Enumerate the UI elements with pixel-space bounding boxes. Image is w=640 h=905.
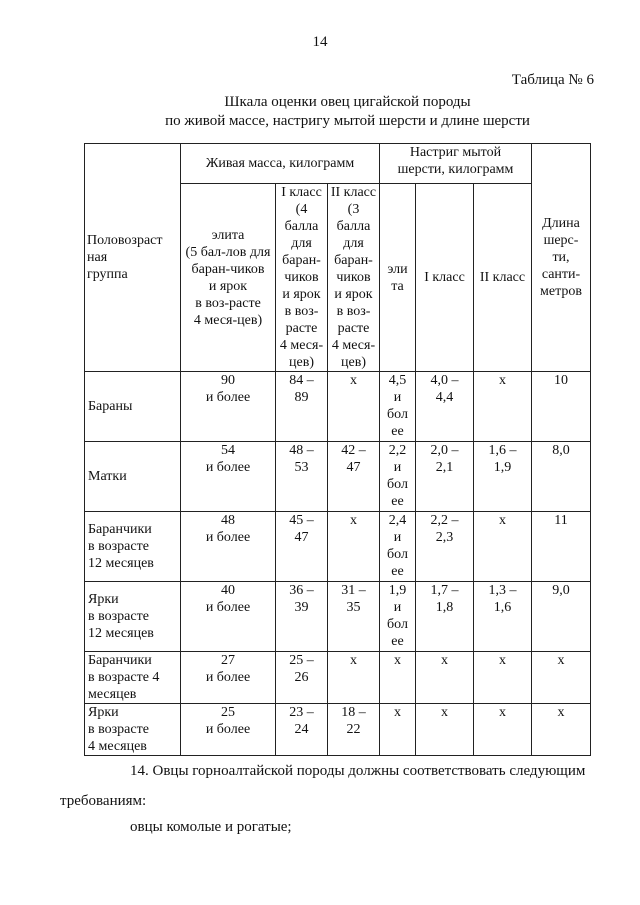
cell-wc-class-2 — [474, 704, 532, 756]
header-wc-elite — [380, 184, 416, 372]
cell-line: в возрасте — [88, 539, 149, 554]
cell-line: расте — [285, 321, 318, 336]
cell-line: в воз- — [284, 304, 319, 319]
cell-line: Бараны — [88, 399, 133, 414]
cell-line: 26 — [294, 670, 309, 685]
cell-line: 1,9 — [388, 583, 407, 598]
cell-line: 24 — [294, 722, 309, 737]
table-label: Таблица № 6 — [511, 72, 594, 88]
cell-line: 18 – — [341, 705, 366, 720]
cell-line: 2,1 — [435, 460, 454, 475]
cell-line: Баранчики — [88, 522, 152, 537]
cell-lw-class-2 — [328, 372, 380, 442]
paragraph-14-continuation: требованиям: — [60, 793, 147, 809]
cell-lw-class-2 — [328, 442, 380, 512]
cell-line: 54 — [221, 443, 235, 458]
cell-line: бол — [387, 407, 408, 422]
cell-lw-elite — [181, 652, 276, 704]
cell-line: 22 — [346, 722, 361, 737]
cell-line: Настриг мытой — [409, 145, 502, 160]
cell-line: бол — [387, 477, 408, 492]
cell-line: в возрасте 4 — [88, 670, 160, 685]
cell-line: и более — [205, 722, 251, 737]
cell-lw-elite — [181, 512, 276, 582]
cell-wc-elite — [380, 704, 416, 756]
cell-wool-length — [532, 442, 591, 512]
cell-line: и более — [205, 460, 251, 475]
cell-line: 4 меся- — [279, 338, 324, 353]
header-wool-length — [532, 144, 591, 372]
cell-line: х — [499, 373, 506, 388]
cell-line: 47 — [294, 530, 309, 545]
cell-line: и — [393, 530, 402, 545]
cell-wc-elite — [380, 512, 416, 582]
cell-line: 2,0 – — [430, 443, 459, 458]
cell-line: 1,7 – — [430, 583, 459, 598]
cell-wc-class-1 — [416, 442, 474, 512]
cell-line: та — [391, 278, 404, 294]
cell-line: шерс- — [543, 233, 579, 248]
row-group — [85, 512, 181, 582]
paragraph-14 — [60, 763, 600, 780]
cell-line: 4 меся- — [331, 338, 376, 353]
cell-lw-class-2 — [328, 512, 380, 582]
cell-line: 9,0 — [552, 583, 570, 598]
cell-wc-class-2 — [474, 582, 532, 652]
cell-line: 8,0 — [552, 443, 570, 458]
cell-line: 31 – — [341, 583, 366, 598]
cell-wc-class-2 — [474, 652, 532, 704]
cell-line: баран-чиков — [191, 261, 265, 277]
row-group — [85, 582, 181, 652]
table-row — [85, 372, 591, 442]
cell-line: расте — [337, 321, 370, 336]
cell-wool-length — [532, 372, 591, 442]
cell-line: 4 меся-цев) — [193, 312, 263, 328]
cell-line: (3 балла — [336, 202, 371, 234]
cell-line: х — [499, 513, 506, 528]
table-row — [85, 652, 591, 704]
cell-lw-class-2 — [328, 582, 380, 652]
cell-wc-elite — [380, 582, 416, 652]
cell-lw-class-1 — [276, 582, 328, 652]
cell-line: и ярок — [334, 287, 373, 302]
cell-line: 23 – — [289, 705, 314, 720]
cell-line: чиков — [284, 270, 319, 285]
page-number: 14 — [312, 34, 328, 50]
cell-wool-length — [532, 582, 591, 652]
cell-line: Половозраст — [87, 233, 163, 248]
cell-line: 12 месяцев — [88, 626, 154, 641]
cell-line: 4 месяцев — [88, 739, 147, 754]
cell-wc-class-1 — [416, 704, 474, 756]
cell-line: х — [499, 705, 506, 720]
table-body — [85, 144, 591, 756]
cell-line: чиков — [336, 270, 371, 285]
cell-line: II класс — [330, 185, 377, 200]
header-wc-class-1: I класс — [416, 184, 474, 372]
cell-wc-class-1 — [416, 512, 474, 582]
cell-line: х — [394, 653, 401, 668]
cell-line: ная — [87, 250, 108, 265]
cell-line: и более — [205, 530, 251, 545]
cell-line: х — [441, 705, 448, 720]
cell-line: бол — [387, 547, 408, 562]
header-wool-clip — [380, 144, 532, 184]
sheep-rating-table — [84, 143, 591, 756]
cell-line: метров — [540, 284, 582, 299]
cell-line: 4,4 — [435, 390, 454, 405]
caption-line-2: по живой массе, настригу мытой шерсти и длине шерсти — [165, 113, 530, 129]
cell-line: 2,3 — [435, 530, 454, 545]
cell-line: баран- — [282, 253, 321, 268]
row-group — [85, 652, 181, 704]
cell-wool-length — [532, 704, 591, 756]
cell-line: 10 — [554, 373, 568, 388]
table-row — [85, 512, 591, 582]
cell-line: в воз- — [336, 304, 371, 319]
cell-line: 25 — [221, 705, 235, 720]
cell-line: 1,3 – — [488, 583, 517, 598]
cell-line: Длина — [542, 216, 580, 231]
cell-line: х — [350, 653, 357, 668]
cell-line: 4,0 – — [430, 373, 459, 388]
cell-lw-elite — [181, 704, 276, 756]
cell-line: х — [557, 705, 565, 720]
paragraph-14-line-1: 14. Овцы горноалтайской породы должны соответствовать следующим — [130, 763, 586, 779]
cell-lw-class-1 — [276, 372, 328, 442]
caption-line-1: Шкала оценки овец цигайской породы — [224, 94, 471, 110]
cell-wc-class-2 — [474, 512, 532, 582]
cell-line: и — [393, 460, 402, 475]
cell-line: 1,8 — [435, 600, 454, 615]
cell-line: и более — [205, 600, 251, 615]
cell-line: 2,2 — [388, 443, 407, 458]
header-row-1 — [85, 144, 591, 184]
cell-line: ее — [391, 564, 404, 579]
cell-wool-length — [532, 512, 591, 582]
cell-line: и более — [205, 390, 251, 405]
cell-line: (5 бал-лов для — [185, 244, 271, 260]
cell-wc-elite — [380, 372, 416, 442]
row-group — [85, 372, 181, 442]
cell-line: 27 — [221, 653, 235, 668]
cell-line: эли — [387, 261, 408, 277]
cell-lw-elite — [181, 582, 276, 652]
cell-line: 1,6 — [493, 600, 512, 615]
cell-line: 89 — [294, 390, 309, 405]
cell-line: в воз-расте — [195, 295, 261, 311]
cell-line: ти, — [552, 250, 570, 265]
cell-line: I класс — [281, 185, 322, 200]
cell-line: цев) — [289, 355, 314, 370]
header-live-weight: Живая масса, килограмм — [181, 144, 380, 184]
cell-line: 39 — [294, 600, 309, 615]
cell-line: 53 — [294, 460, 309, 475]
row-group — [85, 704, 181, 756]
header-group — [85, 144, 181, 372]
cell-line: Матки — [88, 469, 127, 484]
cell-line: 48 — [221, 513, 235, 528]
cell-wc-elite — [380, 652, 416, 704]
cell-line: баран- — [334, 253, 373, 268]
cell-line: в возрасте — [88, 609, 149, 624]
cell-line: месяцев — [88, 687, 137, 702]
table-row — [85, 704, 591, 756]
cell-line: 40 — [221, 583, 235, 598]
cell-line: и — [393, 600, 402, 615]
cell-wc-class-1 — [416, 652, 474, 704]
cell-wc-class-1 — [416, 582, 474, 652]
cell-line: 45 – — [289, 513, 314, 528]
cell-line: 1,9 — [493, 460, 512, 475]
cell-line: 36 – — [289, 583, 314, 598]
cell-line: для — [343, 236, 364, 251]
cell-line: х — [499, 653, 506, 668]
cell-line: Баранчики — [88, 653, 152, 668]
cell-lw-class-1 — [276, 652, 328, 704]
cell-wool-length — [532, 652, 591, 704]
cell-line: группа — [87, 267, 128, 282]
cell-line: 47 — [346, 460, 361, 475]
cell-wc-elite — [380, 442, 416, 512]
cell-line: 35 — [346, 600, 361, 615]
cell-wc-class-2 — [474, 442, 532, 512]
header-lw-class-2 — [328, 184, 380, 372]
cell-line: 90 — [221, 373, 235, 388]
cell-line: и ярок — [282, 287, 321, 302]
cell-line: бол — [387, 617, 408, 632]
cell-line: 84 – — [289, 373, 314, 388]
row-group — [85, 442, 181, 512]
paragraph-next: овцы комолые и рогатые; — [130, 819, 292, 835]
cell-line: (4 балла — [284, 202, 319, 234]
cell-line: 11 — [554, 513, 568, 528]
table-caption — [80, 93, 615, 131]
cell-line: х — [350, 513, 357, 528]
cell-line: ее — [391, 494, 404, 509]
cell-line: ее — [391, 424, 404, 439]
cell-line: х — [394, 705, 401, 720]
table-row — [85, 582, 591, 652]
cell-line: элита — [211, 227, 245, 243]
cell-line: шерсти, килограмм — [397, 162, 514, 177]
cell-line: ее — [391, 634, 404, 649]
cell-lw-class-1 — [276, 442, 328, 512]
cell-line: х — [441, 653, 448, 668]
cell-lw-class-2 — [328, 704, 380, 756]
cell-line: х — [557, 653, 565, 668]
cell-lw-class-1 — [276, 704, 328, 756]
cell-line: Ярки — [88, 705, 119, 720]
header-lw-elite — [181, 184, 276, 372]
table-row — [85, 442, 591, 512]
cell-line: х — [350, 373, 357, 388]
cell-lw-elite — [181, 372, 276, 442]
cell-line: 2,4 — [388, 513, 407, 528]
cell-line: 12 месяцев — [88, 556, 154, 571]
header-wc-class-2: II класс — [474, 184, 532, 372]
cell-line: и более — [205, 670, 251, 685]
cell-wc-class-2 — [474, 372, 532, 442]
cell-line: цев) — [341, 355, 366, 370]
cell-line: 1,6 – — [488, 443, 517, 458]
cell-line: Ярки — [88, 592, 119, 607]
cell-line: 4,5 — [388, 373, 407, 388]
cell-line: 42 – — [341, 443, 366, 458]
cell-lw-class-1 — [276, 512, 328, 582]
cell-line: 48 – — [289, 443, 314, 458]
cell-wc-class-1 — [416, 372, 474, 442]
cell-line: 2,2 – — [430, 513, 459, 528]
cell-line: в возрасте — [88, 722, 149, 737]
cell-line: и ярок — [208, 278, 248, 294]
cell-lw-elite — [181, 442, 276, 512]
cell-line: 25 – — [289, 653, 314, 668]
header-lw-class-1 — [276, 184, 328, 372]
cell-line: и — [393, 390, 402, 405]
cell-lw-class-2 — [328, 652, 380, 704]
cell-line: санти- — [541, 267, 581, 282]
cell-line: для — [291, 236, 312, 251]
